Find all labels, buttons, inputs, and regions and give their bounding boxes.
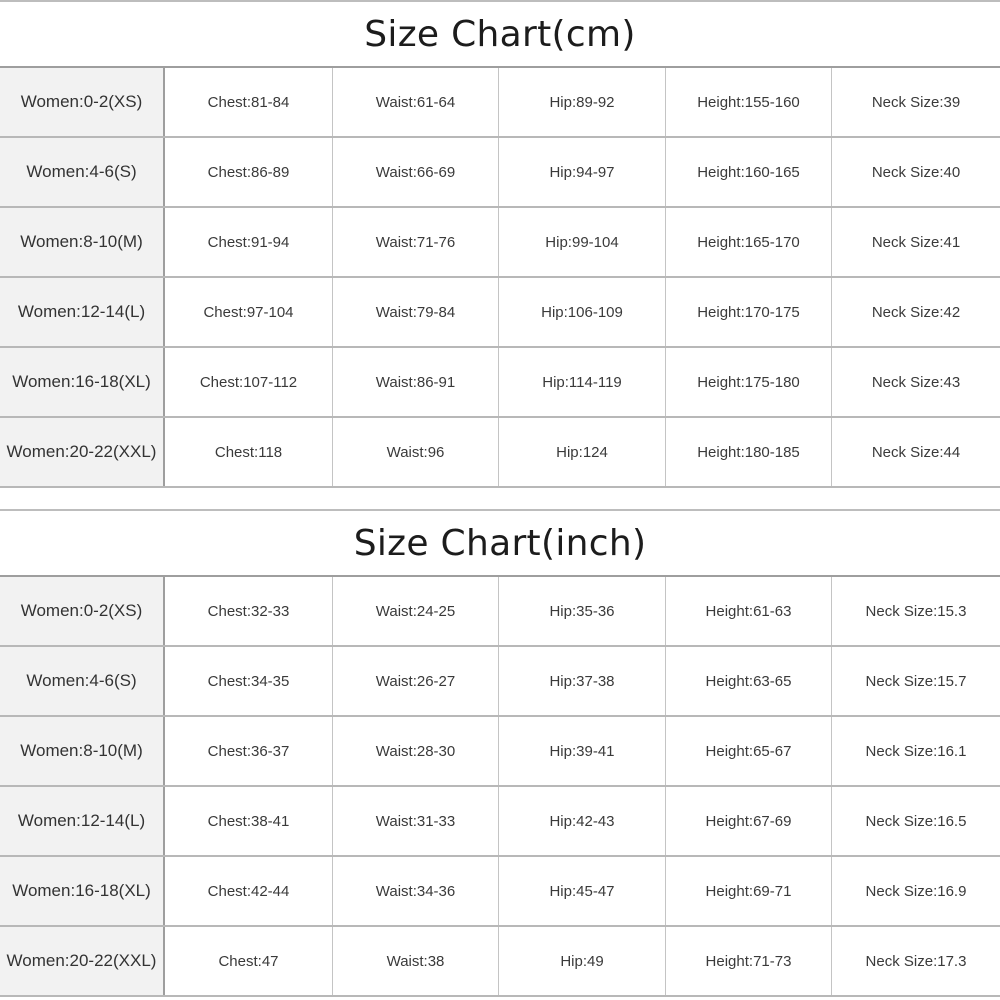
table-row — [0, 208, 1000, 278]
table-row — [0, 717, 1000, 787]
hip-cell: Hip:124 — [499, 418, 666, 486]
hip-cell: Hip:37-38 — [499, 647, 666, 715]
chest-cell: Chest:47 — [165, 927, 333, 995]
table-row — [0, 857, 1000, 927]
waist-cell: Waist:34-36 — [333, 857, 499, 925]
neck-size-cell: Neck Size:15.7 — [865, 672, 967, 690]
waist-cell: Waist:71-76 — [333, 208, 499, 276]
table-row — [0, 927, 1000, 997]
height-cell: Height:165-170 — [666, 208, 832, 276]
neck-size-cell: Neck Size:41 — [871, 233, 961, 251]
table-row — [0, 278, 1000, 348]
chest-cell: Chest:42-44 — [165, 857, 333, 925]
hip-cell: Hip:114-119 — [499, 348, 666, 416]
height-cell: Height:69-71 — [666, 857, 832, 925]
waist-cell: Waist:86-91 — [333, 348, 499, 416]
chest-cell: Chest:34-35 — [165, 647, 333, 715]
height-cell: Height:61-63 — [666, 577, 832, 645]
waist-cell: Waist:61-64 — [333, 68, 499, 136]
neck-size-cell: Neck Size:15.3 — [865, 602, 967, 620]
neck-size-cell: Neck Size:44 — [871, 443, 961, 461]
chest-cell: Chest:32-33 — [165, 577, 333, 645]
height-cell: Height:155-160 — [666, 68, 832, 136]
chest-cell: Chest:107-112 — [165, 348, 333, 416]
chart-title-cm: Size Chart(cm) — [0, 2, 1000, 68]
size-chart-inch — [0, 509, 1000, 997]
size-label: Women:0-2(XS) — [0, 577, 165, 645]
hip-cell: Hip:35-36 — [499, 577, 666, 645]
size-label: Women:16-18(XL) — [0, 857, 165, 925]
chest-cell: Chest:81-84 — [165, 68, 333, 136]
neck-size-cell: Neck Size:43 — [871, 373, 961, 391]
size-label: Women:20-22(XXL) — [0, 927, 165, 995]
waist-cell: Waist:79-84 — [333, 278, 499, 346]
size-label: Women:8-10(M) — [0, 208, 165, 276]
neck-size-cell: Neck Size:42 — [871, 303, 961, 321]
chest-cell: Chest:36-37 — [165, 717, 333, 785]
hip-cell: Hip:94-97 — [499, 138, 666, 206]
chest-cell: Chest:38-41 — [165, 787, 333, 855]
height-cell: Height:180-185 — [666, 418, 832, 486]
table-row — [0, 418, 1000, 488]
size-label: Women:16-18(XL) — [0, 348, 165, 416]
size-label: Women:20-22(XXL) — [0, 418, 165, 486]
hip-cell: Hip:89-92 — [499, 68, 666, 136]
height-cell: Height:170-175 — [666, 278, 832, 346]
chest-cell: Chest:91-94 — [165, 208, 333, 276]
neck-size-cell: Neck Size:16.1 — [865, 742, 967, 760]
hip-cell: Hip:39-41 — [499, 717, 666, 785]
waist-cell: Waist:66-69 — [333, 138, 499, 206]
size-label: Women:12-14(L) — [0, 787, 165, 855]
size-chart-cm — [0, 0, 1000, 488]
neck-size-cell: Neck Size:16.5 — [865, 812, 967, 830]
chest-cell: Chest:118 — [165, 418, 333, 486]
size-label: Women:4-6(S) — [0, 647, 165, 715]
table-row — [0, 577, 1000, 647]
table-row — [0, 68, 1000, 138]
table-row — [0, 787, 1000, 857]
chart-title-inch: Size Chart(inch) — [0, 511, 1000, 577]
size-label: Women:12-14(L) — [0, 278, 165, 346]
height-cell: Height:175-180 — [666, 348, 832, 416]
size-label: Women:8-10(M) — [0, 717, 165, 785]
hip-cell: Hip:45-47 — [499, 857, 666, 925]
height-cell: Height:160-165 — [666, 138, 832, 206]
waist-cell: Waist:28-30 — [333, 717, 499, 785]
waist-cell: Waist:31-33 — [333, 787, 499, 855]
chest-cell: Chest:97-104 — [165, 278, 333, 346]
table-row — [0, 138, 1000, 208]
waist-cell: Waist:38 — [333, 927, 499, 995]
size-label: Women:4-6(S) — [0, 138, 165, 206]
height-cell: Height:71-73 — [666, 927, 832, 995]
neck-size-cell: Neck Size:40 — [871, 163, 961, 181]
hip-cell: Hip:42-43 — [499, 787, 666, 855]
height-cell: Height:67-69 — [666, 787, 832, 855]
chest-cell: Chest:86-89 — [165, 138, 333, 206]
neck-size-cell: Neck Size:39 — [871, 93, 961, 111]
hip-cell: Hip:49 — [499, 927, 666, 995]
waist-cell: Waist:26-27 — [333, 647, 499, 715]
neck-size-cell: Neck Size:17.3 — [865, 952, 967, 970]
height-cell: Height:65-67 — [666, 717, 832, 785]
neck-size-cell: Neck Size:16.9 — [865, 882, 967, 900]
table-row — [0, 647, 1000, 717]
waist-cell: Waist:24-25 — [333, 577, 499, 645]
hip-cell: Hip:99-104 — [499, 208, 666, 276]
hip-cell: Hip:106-109 — [499, 278, 666, 346]
table-row — [0, 348, 1000, 418]
size-label: Women:0-2(XS) — [0, 68, 165, 136]
waist-cell: Waist:96 — [333, 418, 499, 486]
height-cell: Height:63-65 — [666, 647, 832, 715]
